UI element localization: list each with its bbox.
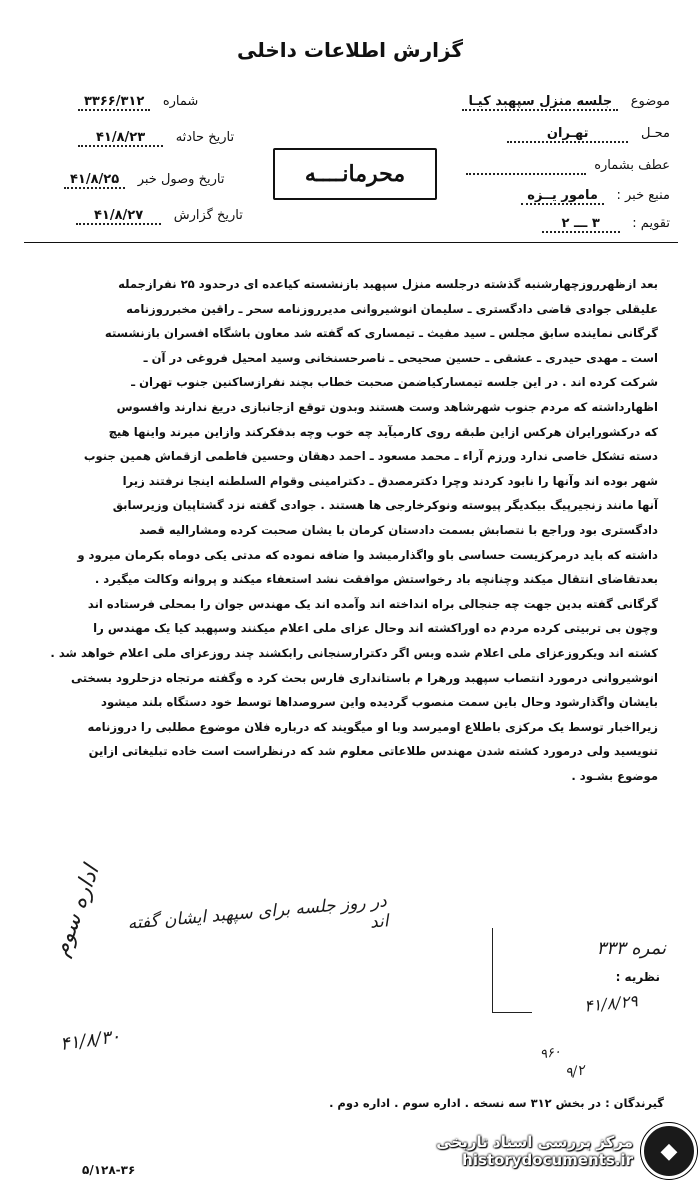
body-line: موضوع بشـود . (571, 768, 658, 783)
body-line: شرکت کرده اند . در این جلسه تیمسارکیاضمن صحبت خطاب بچند نفرازساکنین جنوب تهران ـ (131, 375, 658, 390)
opinion-label: نظریه : (615, 970, 660, 984)
subject-label: موضوع (630, 94, 670, 109)
evaluation-label: تقویم : (632, 216, 670, 231)
report-date-row (76, 208, 243, 223)
handwritten-small-number: ۹۶۰ (538, 1044, 563, 1063)
body-line: آنها مانند زنجیرپیگ بیکدیگر پیوسته ونوکرخارجی ها هستند . جوادی گفته نزد گشتاپیان وزیرسابق (112, 498, 658, 513)
received-date-row (64, 172, 224, 187)
body-line: وچون بی تربیتی کرده مردم ده اوراکشته اند وحال عزای ملی اعلام میکنند وسپهبد کیا یک مهندس را (93, 621, 658, 636)
recipients-row (329, 1096, 664, 1110)
incident-date-row (78, 130, 234, 145)
body-line: گرگانی نماینده سابق مجلس ـ سید مفیث ـ تیمساری که گفته شد معاون باشگاه افسران بازنشسته (104, 326, 658, 341)
opinion-box-bottom (492, 1012, 532, 1013)
body-line: بعدتقاضای انتقال میکند وچنانچه باد رخواستش موافقت نشد استعفاء میکند و پروانه وکالت میگیرد . (94, 572, 658, 587)
body-line: تنویسید ولی درمورد کشته شدن مهندس طلاعاتی معلوم شد که درنظراست است خاده تبلیغاتی ازاین (88, 744, 658, 759)
number-label: شماره (162, 94, 199, 109)
handwritten-date: ۴۱/۸/۳۰ (58, 1025, 122, 1056)
body-line: کشته اند ویکروزعزای ملی اعلام شده وبس اگر دکترارسنجانی رابکشند چند روزعزای ملی اعلام خواهد شد . (50, 645, 658, 660)
handwritten-note: در روز جلسه برای سپهبد ایشان گفته اند (126, 891, 390, 934)
report-title: گزارش اطلاعات داخلی (236, 38, 464, 62)
received-date-label: تاریخ وصول خبر (137, 172, 225, 187)
source-label: منبع خبر : (616, 188, 670, 203)
received-date-value: ۴۱/۸/۲۵ (64, 172, 125, 189)
place-value: تهـران (507, 126, 629, 143)
body-line: دسته تشکل خاصی ندارد ورزم آراء ـ محمد مسعود ـ احمد دهقان وحسین فاطمی ازقماش همین جنوب (83, 449, 658, 464)
handwritten-small-date: ۹/۲ (563, 1062, 587, 1082)
recipients-value: در بخش ۳۱۲ سه نسخه . اداره سوم . اداره دوم . (329, 1096, 602, 1110)
header-divider (24, 242, 678, 243)
place-row (507, 126, 670, 141)
archive-name: مرکز بررسی اسناد تاریخی (436, 1133, 633, 1151)
source-row (521, 188, 670, 203)
body-line: انوشیروانی درمورد انتصاب سپهبد ورهرا م باستانداری فارس بحث کرد ه وگفته مرتجاه دزحلرود بسختی (71, 670, 658, 685)
body-line: علیقلی جوادی قاضی دادگستری ـ سلیمان انوشیروانی مدیرروزنامه سحر ـ راقین مخبرروزنامه (126, 301, 658, 316)
body-line: بایشان واگذارشود وحال باین سمت منصوب گردیده واین سروصداها توسط خود دستگاه بلند میشود (101, 695, 658, 710)
evaluation-value: ۳ ـــ ۲ (542, 216, 620, 233)
document-number: ۵/۱۲۸-۳۶ (82, 1163, 136, 1177)
handwritten-number: نمره ۳۳۳ (596, 938, 666, 959)
number-row (78, 94, 198, 109)
evaluation-row (542, 216, 671, 231)
body-line: زیرااخبار توسط یک مرکزی باطلاع اومیرسد وبا او میگویند که درباره فلان موضوع مطلبی را دروزنامه (87, 719, 658, 734)
ref-value (466, 158, 586, 175)
opinion-box-edge (492, 928, 493, 1012)
source-value: مامور یــزه (521, 188, 604, 205)
place-label: محـل (640, 126, 670, 141)
body-line: که درکشورایران هرکس ازاین طبقه روی کارمیآید چه خوب وچه بدفکرکند وازاین میرند واینها هیچ (108, 424, 658, 439)
body-line: داشته که باید درمرکزیست حساسی باو واگذارمیشد وا ضافه نموده که مدتی یکی دوماه بکرمان میرود و (77, 547, 658, 562)
archive-url: historydocuments.ir (462, 1151, 633, 1169)
body-line: شهر بوده اند وآنها را نابود کردند وچرا دکترمصدق ـ دکترامینی وقوام السلطنه اینجا نرفتند زیرا (122, 473, 658, 488)
subject-value: جلسه منزل سپهبد کیـا (462, 94, 618, 111)
confidential-stamp: محرمانــــه (273, 148, 437, 200)
body-line: اظهارداشته که مردم جنوب شهرشاهد وست هستند وبدون توقع ازجانبازی دریغ ندارند وافسوس (116, 399, 658, 414)
report-date-value: ۴۱/۸/۲۷ (76, 208, 161, 225)
body-line: بعد ازظهرروزچهارشنبه گذشته درجلسه منزل سپهبد بازنشسته کیاعده ای درحدود ۲۵ نفرازجمله (118, 277, 658, 291)
number-value: ۳۳۶۶/۳۱۲ (78, 94, 150, 111)
report-body (46, 272, 658, 788)
ref-label: عطف بشماره (594, 158, 670, 173)
subject-row (462, 94, 670, 109)
incident-date-label: تاریخ حادثه (175, 130, 235, 145)
recipients-label: گیرندگان : (605, 1096, 664, 1110)
handwritten-department: اداره سوم (48, 862, 105, 960)
ref-row (466, 158, 670, 173)
report-date-label: تاریخ گزارش (173, 208, 243, 223)
archive-watermark (395, 1120, 697, 1182)
incident-date-value: ۴۱/۸/۲۳ (78, 130, 163, 147)
body-line: است ـ مهدی حیدری ـ عشقی ـ حسین صحیحی ـ ناصرحسنخانی وسید امحیل فروغی در آن ـ (143, 350, 658, 365)
opinion-date: ۴۱/۸/۲۹ (583, 991, 639, 1016)
archive-emblem-icon: ◆ (641, 1123, 697, 1179)
body-line: دادگستری بود وراجع با نتصابش بسمت دادستان کرمان با یشان صحبت کرده ومشارالیه قصد (139, 522, 658, 537)
body-line: گرگانی گفته بدین جهت چه جنجالی براه انداخته اند وآمده اند یک مهندس جوان را بمحلی فرستاده اند (87, 596, 658, 611)
